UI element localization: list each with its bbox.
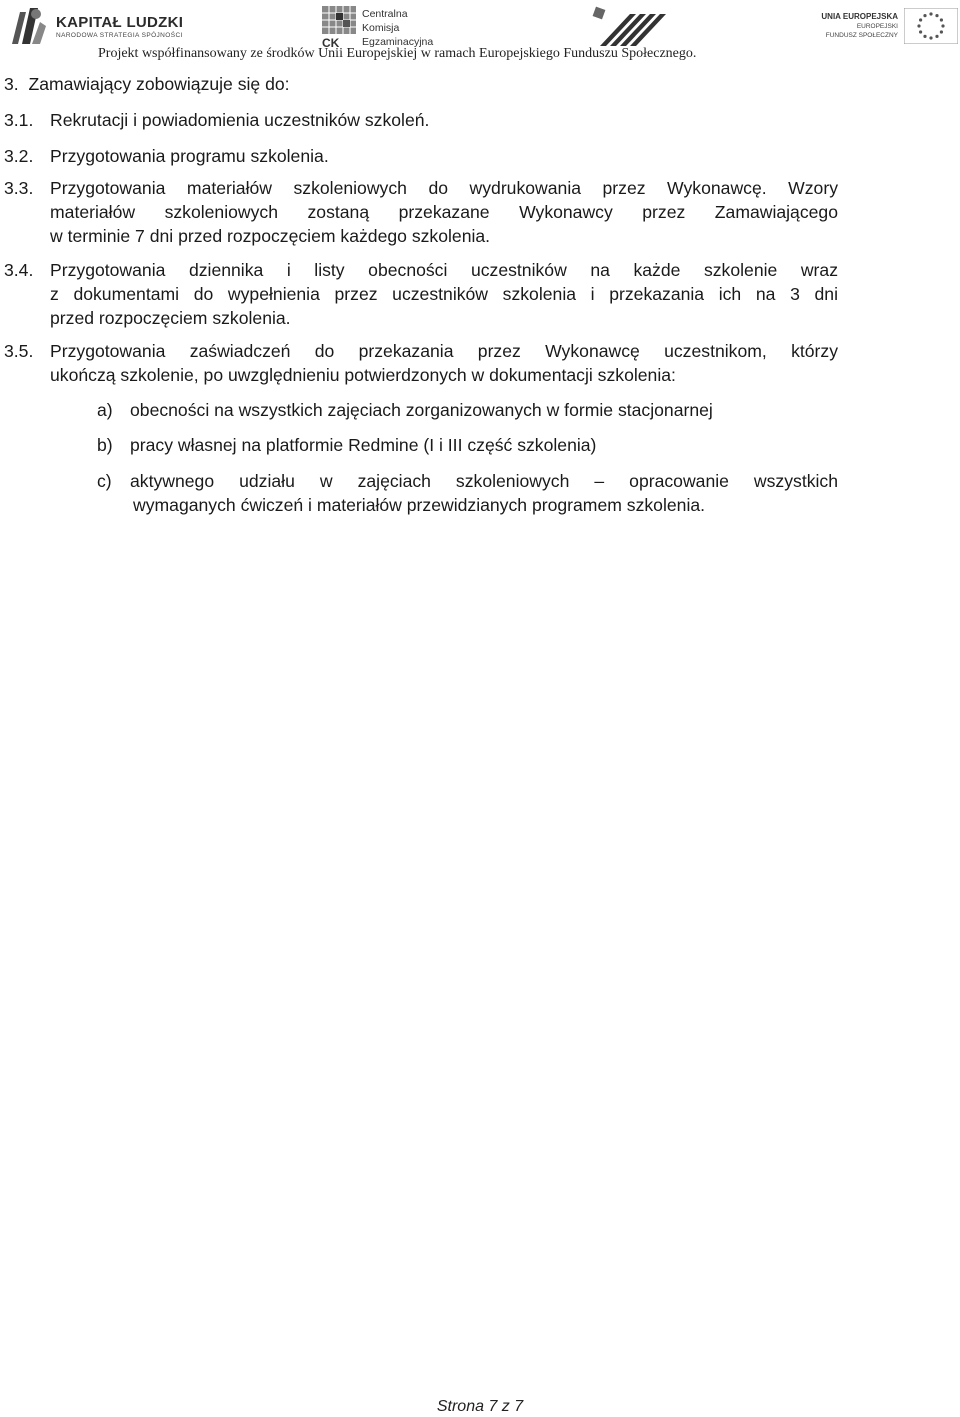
item-3-1-number: 3.1. bbox=[4, 110, 34, 130]
item-3-4-text bbox=[50, 258, 838, 330]
subitem-a-label: a) bbox=[97, 400, 113, 420]
item-3-4-line-1: Przygotowania dziennika i listy obecności uczestników na każde szkolenie wraz bbox=[50, 260, 838, 280]
oke-emblem-icon bbox=[588, 4, 668, 50]
item-3-2-number: 3.2. bbox=[4, 146, 34, 166]
kapital-ludzki-emblem-icon bbox=[6, 4, 48, 46]
page-number: Strona 7 z 7 bbox=[436, 1398, 524, 1415]
cke-line-2: Komisja bbox=[362, 22, 400, 34]
item-3-4-number: 3.4. bbox=[4, 260, 34, 280]
item-3-3-line-2: materiałów szkoleniowych zostaną przekazane Wykonawcy przez Zamawiającego bbox=[50, 202, 838, 222]
section-3-number: 3. bbox=[4, 74, 19, 94]
item-3-3-number: 3.3. bbox=[4, 178, 34, 198]
item-3-3-text bbox=[50, 176, 838, 248]
eu-subtitle-2: FUNDUSZ SPOŁECZNY bbox=[825, 32, 898, 39]
section-3-text: Zamawiający zobowiązuje się do: bbox=[28, 74, 290, 94]
eu-title: UNIA EUROPEJSKA bbox=[821, 12, 898, 21]
item-3-5-text bbox=[50, 339, 838, 387]
item-3-1-text bbox=[50, 108, 838, 132]
subitem-b-label: b) bbox=[97, 435, 113, 455]
item-3-2-text bbox=[50, 144, 838, 168]
eu-subtitle-1: EUROPEJSKI bbox=[856, 23, 898, 30]
cke-line-1: Centralna bbox=[362, 8, 408, 20]
item-3-3-line-3: w terminie 7 dni przed rozpoczęciem każdego szkolenia. bbox=[50, 226, 491, 246]
item-3-2-line: Przygotowania programu szkolenia. bbox=[50, 146, 329, 166]
cke-line-3: Egzaminacyjna bbox=[362, 36, 434, 48]
eu-logo bbox=[822, 8, 958, 48]
cke-abbr: CK bbox=[322, 36, 340, 50]
subitem-c-line-1: aktywnego udziału w zajęciach szkoleniowych – opracowanie wszystkich bbox=[130, 471, 838, 491]
page-header bbox=[0, 0, 960, 62]
subitem-a-line: obecności na wszystkich zajęciach zorganizowanych w formie stacjonarnej bbox=[130, 400, 713, 420]
subitem-b-text bbox=[130, 433, 838, 457]
subitem-c-text bbox=[130, 469, 838, 517]
kapital-ludzki-subtitle: NARODOWA STRATEGIA SPÓJNOŚCI bbox=[56, 32, 183, 39]
item-3-5-line-2: ukończą szkolenie, po uwzględnieniu potwierdzonych w dokumentacji szkolenia: bbox=[50, 365, 676, 385]
item-3-5-number: 3.5. bbox=[4, 341, 34, 361]
item-3-5-line-1: Przygotowania zaświadczeń do przekazania przez Wykonawcę uczestnikom, którzy bbox=[50, 341, 838, 361]
oke-logo bbox=[588, 4, 668, 50]
item-3-4-line-3: przed rozpoczęciem szkolenia. bbox=[50, 308, 291, 328]
item-3-1-line: Rekrutacji i powiadomienia uczestników szkoleń. bbox=[50, 110, 430, 130]
kapital-ludzki-title: KAPITAŁ LUDZKI bbox=[56, 14, 184, 31]
subitem-c-label: c) bbox=[97, 471, 112, 491]
item-3-3-line-1: Przygotowania materiałów szkoleniowych do wydrukowania przez Wykonawcę. Wzory bbox=[50, 178, 838, 198]
subitem-c-line-2: wymaganych ćwiczeń i materiałów przewidzianych programem szkolenia. bbox=[133, 495, 706, 515]
project-cofinancing-note: Projekt współfinansowany ze środków Unii Europejskiej w ramach Europejskiego Funduszu Społecznego. bbox=[98, 46, 697, 61]
section-3-heading bbox=[4, 72, 290, 96]
kapital-ludzki-logo bbox=[6, 2, 236, 47]
eu-flag-icon bbox=[904, 8, 958, 44]
item-3-4-line-2: z dokumentami do wypełnienia przez uczestników szkolenia i przekazania ich na 3 dni bbox=[50, 284, 838, 304]
subitem-b-line: pracy własnej na platformie Redmine (I i III część szkolenia) bbox=[130, 435, 597, 455]
subitem-a-text bbox=[130, 398, 838, 422]
